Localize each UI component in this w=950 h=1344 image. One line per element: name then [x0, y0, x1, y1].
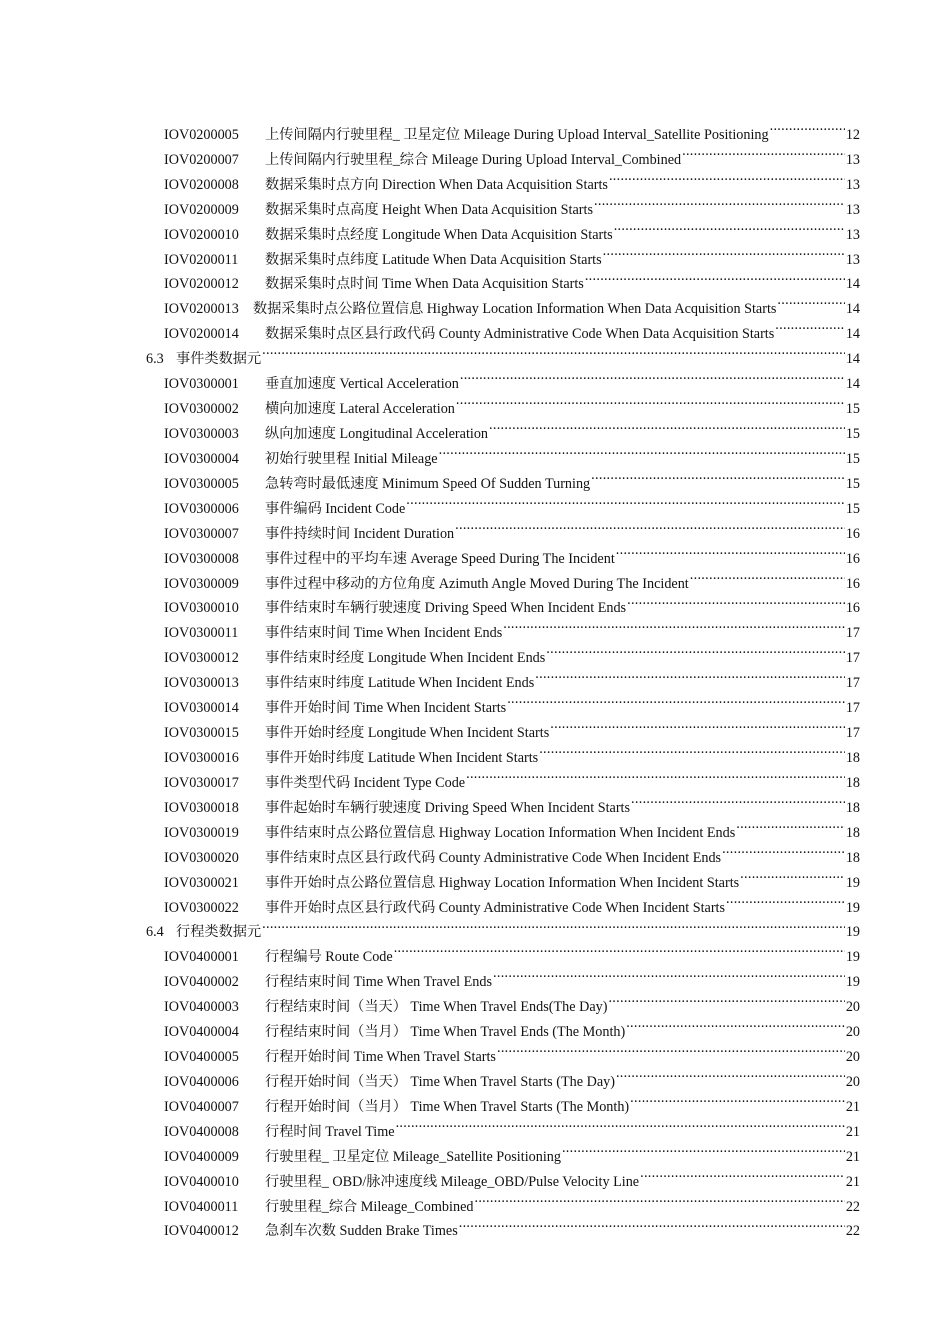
dot-leader: [736, 812, 845, 837]
toc-entry[interactable]: [164, 363, 860, 393]
dot-leader: [690, 563, 845, 588]
toc-entry-code: IOV0300018: [164, 799, 239, 816]
toc-entry-title: 事件编码 Incident Code: [265, 500, 406, 517]
toc-entry-page-number: 14: [845, 351, 860, 368]
toc-entry-title: 事件结束时间 Time When Incident Ends: [265, 625, 503, 642]
toc-entry-title: 事件开始时经度 Longitude When Incident Starts: [265, 725, 550, 742]
toc-entry-page-number: 17: [845, 675, 860, 692]
toc-entry-title: 事件持续时间 Incident Duration: [265, 525, 455, 542]
toc-entry-title: 行驶里程_ 卫星定位 Mileage_Satellite Positioning: [265, 1148, 561, 1165]
toc-entry-code: IOV0300015: [164, 725, 239, 742]
toc-section-heading[interactable]: [146, 338, 860, 368]
toc-entry-code: IOV0300001: [164, 376, 239, 393]
toc-entry[interactable]: [164, 936, 860, 966]
dot-leader: [406, 488, 845, 513]
toc-entry-page-number: 20: [845, 999, 860, 1016]
toc-entry-page-number: 15: [845, 475, 860, 492]
toc-entry[interactable]: [164, 488, 860, 517]
toc-entry-title: 初始行驶里程 Initial Mileage: [265, 450, 438, 467]
dot-leader: [722, 837, 845, 862]
dot-leader: [546, 637, 845, 662]
dot-leader: [777, 288, 844, 313]
toc-entry-code: IOV0400008: [164, 1123, 239, 1140]
toc-entry-code: IOV0300010: [164, 600, 239, 617]
toc-entry-page-number: 16: [845, 525, 860, 542]
toc-entry-title: 事件类数据元: [176, 351, 262, 368]
toc-entry-page-number: 16: [845, 600, 860, 617]
toc-entry[interactable]: [164, 313, 860, 343]
toc-entry-code: IOV0300006: [164, 500, 239, 517]
toc-entry[interactable]: [164, 1186, 860, 1215]
dot-leader: [497, 1036, 845, 1061]
toc-entry-code: IOV0400001: [164, 949, 239, 966]
toc-entry-page-number: 17: [845, 725, 860, 742]
toc-entry-title: 事件过程中移动的方位角度 Azimuth Angle Moved During The Incident: [265, 575, 689, 592]
toc-entry-title: 纵向加速度 Longitudinal Acceleration: [265, 425, 489, 442]
toc-entry-page-number: 21: [845, 1148, 860, 1165]
toc-entry-page-number: 21: [845, 1098, 860, 1115]
toc-entry-page-number: 18: [845, 824, 860, 841]
toc-entry-code: IOV0200013: [164, 301, 239, 318]
toc-entry[interactable]: [164, 961, 860, 991]
toc-entry-code: IOV0400005: [164, 1049, 239, 1066]
toc-entry-title: 事件结束时纬度 Latitude When Incident Ends: [265, 675, 535, 692]
toc-entry[interactable]: [164, 1011, 860, 1041]
toc-section-heading[interactable]: [146, 912, 860, 941]
toc-entry-title: 事件结束时点区县行政代码 County Administrative Code When Incident Ends: [265, 849, 722, 866]
toc-entry-title: 行程结束时间（当天） Time When Travel Ends(The Day): [265, 999, 608, 1016]
toc-entry[interactable]: [164, 662, 860, 692]
toc-entry-page-number: 18: [845, 774, 860, 791]
dot-leader: [262, 912, 845, 937]
toc-entry-page-number: 20: [845, 1049, 860, 1066]
toc-entry-title: 行程开始时间 Time When Travel Starts: [265, 1049, 496, 1066]
dot-leader: [493, 961, 845, 986]
toc-entry[interactable]: [164, 1036, 860, 1066]
toc-entry-page-number: 15: [845, 425, 860, 442]
toc-entry-code: IOV0300014: [164, 700, 239, 717]
toc-entry-page-number: 16: [845, 575, 860, 592]
dot-leader: [489, 413, 845, 438]
toc-entry[interactable]: [164, 1161, 860, 1190]
toc-entry-page-number: 15: [845, 500, 860, 517]
toc-entry-page-number: 14: [845, 376, 860, 393]
toc-entry-code: IOV0200011: [164, 251, 239, 268]
toc-entry-code: IOV0200008: [164, 176, 239, 193]
dot-leader: [455, 513, 845, 538]
toc-entry-title: 数据采集时点时间 Time When Data Acquisition Starts: [265, 276, 584, 293]
toc-entry-code: IOV0400012: [164, 1223, 239, 1240]
toc-entry[interactable]: [164, 114, 860, 143]
toc-entry-code: IOV0300004: [164, 450, 239, 467]
dot-leader: [740, 862, 845, 887]
dot-leader: [585, 264, 845, 289]
toc-entry-code: IOV0300016: [164, 749, 239, 766]
toc-entry-title: 上传间隔内行驶里程_综合 Mileage During Upload Interval_Combined: [265, 151, 682, 168]
toc-entry-code: IOV0400003: [164, 999, 239, 1016]
toc-entry-title: 数据采集时点纬度 Latitude When Data Acquisition Starts: [265, 251, 602, 268]
toc-entry[interactable]: [164, 538, 860, 567]
toc-entry-code: IOV0400010: [164, 1173, 239, 1190]
toc-entry-code: IOV0300021: [164, 874, 239, 891]
toc-entry-page-number: 22: [845, 1223, 860, 1240]
toc-entry-code: IOV0300022: [164, 899, 239, 916]
toc-entry-page-number: 13: [845, 151, 860, 168]
toc-entry[interactable]: [164, 288, 860, 318]
toc-entry-page-number: 17: [845, 650, 860, 667]
toc-entry[interactable]: [164, 413, 860, 442]
dot-leader: [439, 438, 845, 463]
toc-entry-page-number: 19: [845, 899, 860, 916]
toc-entry-page-number: 15: [845, 450, 860, 467]
toc-entry-code: IOV0200005: [164, 126, 239, 143]
toc-entry-page-number: 19: [845, 874, 860, 891]
toc-entry-title: 数据采集时点区县行政代码 County Administrative Code When Data Acquisition Starts: [265, 326, 775, 343]
toc-entry-code: IOV0300008: [164, 550, 239, 567]
dot-leader: [562, 1136, 845, 1161]
toc-entry-title: 数据采集时点经度 Longitude When Data Acquisition Starts: [265, 226, 613, 243]
toc-entry-title: 数据采集时点高度 Height When Data Acquisition Starts: [265, 201, 593, 218]
table-of-contents: [0, 114, 950, 1240]
toc-entry-code: IOV0300012: [164, 650, 239, 667]
toc-entry[interactable]: [164, 712, 860, 742]
toc-entry-code: IOV0300011: [164, 625, 239, 642]
toc-entry-page-number: 20: [845, 1024, 860, 1041]
toc-entry-code: IOV0200014: [164, 326, 239, 343]
toc-entry-code: IOV0300002: [164, 401, 239, 418]
toc-entry-page-number: 19: [845, 924, 860, 941]
toc-entry-code: IOV0300003: [164, 425, 239, 442]
toc-entry-title: 事件开始时间 Time When Incident Starts: [265, 700, 507, 717]
dot-leader: [550, 712, 845, 737]
toc-entry-title: 事件开始时纬度 Latitude When Incident Starts: [265, 749, 539, 766]
toc-entry-page-number: 18: [845, 749, 860, 766]
dot-leader: [507, 687, 845, 712]
toc-entry[interactable]: [164, 862, 860, 891]
dot-leader: [770, 114, 845, 139]
toc-entry-code: IOV0400011: [164, 1198, 239, 1215]
toc-entry-title: 事件结束时经度 Longitude When Incident Ends: [265, 650, 546, 667]
toc-entry-code: IOV0200007: [164, 151, 239, 168]
dot-leader: [726, 887, 845, 912]
dot-leader: [594, 189, 845, 214]
toc-entry[interactable]: [164, 887, 860, 916]
dot-leader: [626, 1011, 845, 1036]
toc-entry-code: IOV0400007: [164, 1098, 239, 1115]
dot-leader: [539, 737, 845, 762]
toc-entry-page-number: 21: [845, 1123, 860, 1140]
dot-leader: [616, 1061, 845, 1086]
toc-entry[interactable]: [164, 812, 860, 841]
toc-entry-code: IOV0200012: [164, 276, 239, 293]
toc-entry-title: 行程时间 Travel Time: [265, 1123, 395, 1140]
toc-entry-page-number: 18: [845, 849, 860, 866]
dot-leader: [631, 787, 845, 812]
toc-entry[interactable]: [164, 139, 860, 168]
toc-entry-title: 数据采集时点公路位置信息 Highway Location Information When Data Acquisition Starts: [253, 301, 777, 318]
toc-entry-code: IOV0400002: [164, 974, 239, 991]
dot-leader: [535, 662, 845, 687]
toc-entry-code: IOV0200010: [164, 226, 239, 243]
toc-entry[interactable]: [164, 787, 860, 816]
toc-entry-code: IOV0200009: [164, 201, 239, 218]
toc-entry-code: IOV0300020: [164, 849, 239, 866]
toc-entry-code: IOV0400006: [164, 1073, 239, 1090]
toc-entry-title: 行程开始时间（当天） Time When Travel Starts (The Day): [265, 1073, 615, 1090]
toc-entry-page-number: 17: [845, 700, 860, 717]
toc-entry-code: IOV0400004: [164, 1024, 239, 1041]
toc-entry-title: 上传间隔内行驶里程_ 卫星定位 Mileage During Upload Interval_Satellite Positioning: [265, 126, 769, 143]
toc-entry-page-number: 14: [845, 301, 860, 318]
toc-entry-page-number: 19: [845, 974, 860, 991]
dot-leader: [640, 1161, 845, 1186]
toc-entry-page-number: 13: [845, 251, 860, 268]
toc-entry[interactable]: [164, 563, 860, 592]
toc-entry[interactable]: [164, 214, 860, 243]
toc-entry-title: 行程结束时间 Time When Travel Ends: [265, 974, 493, 991]
toc-entry-page-number: 15: [845, 401, 860, 418]
toc-entry-code: IOV0300013: [164, 675, 239, 692]
toc-entry[interactable]: [164, 1136, 860, 1165]
toc-entry[interactable]: [164, 612, 860, 642]
toc-entry[interactable]: [164, 687, 860, 717]
toc-entry-title: 事件开始时点区县行政代码 County Administrative Code When Incident Starts: [265, 899, 726, 916]
toc-entry[interactable]: [164, 986, 860, 1016]
toc-entry-title: 数据采集时点方向 Direction When Data Acquisition Starts: [265, 176, 608, 193]
toc-entry[interactable]: [164, 264, 860, 293]
toc-entry-page-number: 20: [845, 1073, 860, 1090]
dot-leader: [503, 612, 845, 637]
dot-leader: [616, 538, 845, 563]
toc-entry-page-number: 22: [845, 1198, 860, 1215]
toc-entry[interactable]: [164, 1111, 860, 1140]
toc-entry-title: 事件类型代码 Incident Type Code: [265, 774, 466, 791]
toc-entry-title: 行程开始时间（当月） Time When Travel Starts (The Month): [265, 1098, 630, 1115]
toc-entry[interactable]: [164, 388, 860, 418]
dot-leader: [460, 363, 845, 388]
toc-entry[interactable]: [164, 737, 860, 766]
dot-leader: [262, 338, 845, 363]
dot-leader: [459, 1211, 845, 1236]
toc-entry[interactable]: [164, 438, 860, 467]
toc-entry-page-number: 13: [845, 226, 860, 243]
toc-entry[interactable]: [164, 1211, 860, 1240]
toc-entry-code: IOV0400009: [164, 1148, 239, 1165]
dot-leader: [603, 239, 845, 264]
dot-leader: [775, 313, 845, 338]
toc-entry-code: IOV0300007: [164, 525, 239, 542]
toc-entry-title: 行程编号 Route Code: [265, 949, 393, 966]
dot-leader: [466, 762, 845, 787]
toc-entry-code: IOV0300005: [164, 475, 239, 492]
toc-entry-page-number: 21: [845, 1173, 860, 1190]
toc-entry[interactable]: [164, 637, 860, 667]
toc-entry-page-number: 17: [845, 625, 860, 642]
toc-entry[interactable]: [164, 1061, 860, 1090]
toc-entry-title: 行程结束时间（当月） Time When Travel Ends (The Month): [265, 1024, 626, 1041]
toc-entry[interactable]: [164, 1086, 860, 1115]
toc-entry-code: IOV0300019: [164, 824, 239, 841]
toc-entry-page-number: 12: [845, 126, 860, 143]
toc-entry-title: 行程类数据元: [176, 924, 262, 941]
toc-entry[interactable]: [164, 164, 860, 193]
dot-leader: [614, 214, 845, 239]
toc-entry-page-number: 16: [845, 550, 860, 567]
toc-entry-title: 横向加速度 Lateral Acceleration: [265, 401, 455, 418]
toc-entry[interactable]: [164, 837, 860, 866]
toc-entry[interactable]: [164, 239, 860, 268]
toc-entry-page-number: 18: [845, 799, 860, 816]
toc-entry-title: 行驶里程_综合 Mileage_Combined: [265, 1198, 474, 1215]
toc-entry[interactable]: [164, 189, 860, 218]
dot-leader: [396, 1111, 845, 1136]
dot-leader: [630, 1086, 845, 1111]
toc-entry-title: 事件过程中的平均车速 Average Speed During The Incident: [265, 550, 615, 567]
toc-entry-title: 事件开始时点公路位置信息 Highway Location Information When Incident Starts: [265, 874, 740, 891]
toc-entry[interactable]: [164, 463, 860, 492]
toc-entry[interactable]: [164, 513, 860, 542]
toc-entry-title: 急转弯时最低速度 Minimum Speed Of Sudden Turning: [265, 475, 591, 492]
dot-leader: [608, 986, 844, 1011]
dot-leader: [682, 139, 845, 164]
toc-entry-page-number: 19: [845, 949, 860, 966]
dot-leader: [609, 164, 845, 189]
dot-leader: [394, 936, 845, 961]
toc-entry[interactable]: [164, 762, 860, 791]
toc-entry-code: IOV0300009: [164, 575, 239, 592]
dot-leader: [591, 463, 845, 488]
toc-entry[interactable]: [164, 588, 860, 617]
dot-leader: [627, 588, 845, 613]
toc-entry-page-number: 14: [845, 326, 860, 343]
toc-entry-code: 6.4: [146, 924, 164, 941]
toc-entry-title: 急刹车次数 Sudden Brake Times: [265, 1223, 458, 1240]
toc-entry-title: 行驶里程_ OBD/脉冲速度线 Mileage_OBD/Pulse Velocity Line: [265, 1173, 640, 1190]
toc-entry-code: 6.3: [146, 351, 164, 368]
toc-entry-code: IOV0300017: [164, 774, 239, 791]
toc-entry-title: 事件结束时点公路位置信息 Highway Location Information When Incident Ends: [265, 824, 736, 841]
toc-entry-title: 事件起始时车辆行驶速度 Driving Speed When Incident Starts: [265, 799, 631, 816]
toc-entry-page-number: 13: [845, 176, 860, 193]
toc-entry-page-number: 13: [845, 201, 860, 218]
toc-entry-page-number: 14: [845, 276, 860, 293]
toc-entry-title: 事件结束时车辆行驶速度 Driving Speed When Incident Ends: [265, 600, 627, 617]
dot-leader: [474, 1186, 844, 1211]
dot-leader: [456, 388, 845, 413]
toc-entry-title: 垂直加速度 Vertical Acceleration: [265, 376, 459, 393]
